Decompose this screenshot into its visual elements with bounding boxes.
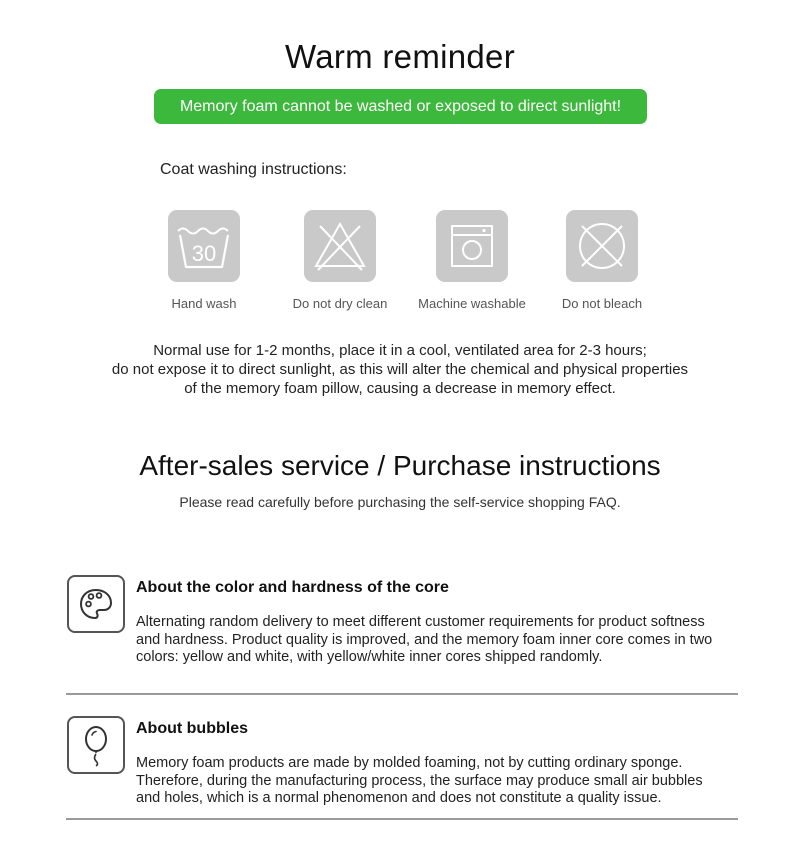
coat-washing-title: Coat washing instructions:	[160, 161, 347, 178]
warm-reminder-title: Warm reminder	[284, 38, 516, 75]
faq-body-core	[136, 614, 746, 667]
warning-banner: Memory foam cannot be washed or exposed to direct sunlight!	[154, 89, 647, 124]
section-divider	[66, 818, 738, 820]
faq-title-core: About the color and hardness of the core	[136, 579, 449, 596]
faq-body-line: and holes, which is a normal phenomenon and does not constitute a quality issue.	[136, 790, 662, 806]
usage-note-line: do not expose it to direct sunlight, as this will alter the chemical and physical properties	[111, 361, 689, 378]
do-not-dry-clean-icon	[304, 210, 376, 282]
wash-item-machine-washable	[402, 210, 542, 311]
usage-note	[0, 341, 800, 398]
after-sales-subtitle: Please read carefully before purchasing the self-service shopping FAQ.	[179, 494, 621, 510]
wash-label-machine-washable: Machine washable	[418, 296, 526, 311]
hand-wash-30-icon	[168, 210, 240, 282]
wash-label-do-not-dry-clean: Do not dry clean	[292, 296, 388, 311]
faq-body-line: Memory foam products are made by molded foaming, not by cutting ordinary sponge.	[136, 755, 683, 771]
faq-title-bubbles: About bubbles	[136, 720, 248, 737]
section-divider	[66, 693, 738, 695]
balloon-icon	[67, 716, 125, 774]
svg-text:30: 30	[191, 241, 217, 266]
wash-item-hand-wash	[134, 210, 274, 311]
do-not-bleach-icon	[566, 210, 638, 282]
faq-body-line: Alternating random delivery to meet different customer requirements for product softness	[136, 614, 705, 630]
faq-body-bubbles	[136, 755, 746, 808]
wash-label-hand-wash: Hand wash	[171, 296, 237, 311]
after-sales-title: After-sales service / Purchase instructions	[139, 450, 661, 481]
faq-body-line: Therefore, during the manufacturing process, the surface may produce small air bubbles	[136, 772, 703, 789]
faq-body-line: colors: yellow and white, with yellow/white inner cores shipped randomly.	[136, 649, 603, 665]
washing-machine-icon	[436, 210, 508, 282]
usage-note-line: of the memory foam pillow, causing a decrease in memory effect.	[184, 380, 616, 397]
wash-item-do-not-dry-clean	[270, 210, 410, 311]
faq-body-line: and hardness. Product quality is improved, and the memory foam inner core comes in two	[136, 631, 713, 648]
usage-note-line: Normal use for 1-2 months, place it in a cool, ventilated area for 2-3 hours;	[153, 342, 647, 359]
palette-icon	[67, 575, 125, 633]
wash-label-do-not-bleach: Do not bleach	[561, 296, 643, 311]
wash-item-do-not-bleach	[532, 210, 672, 311]
